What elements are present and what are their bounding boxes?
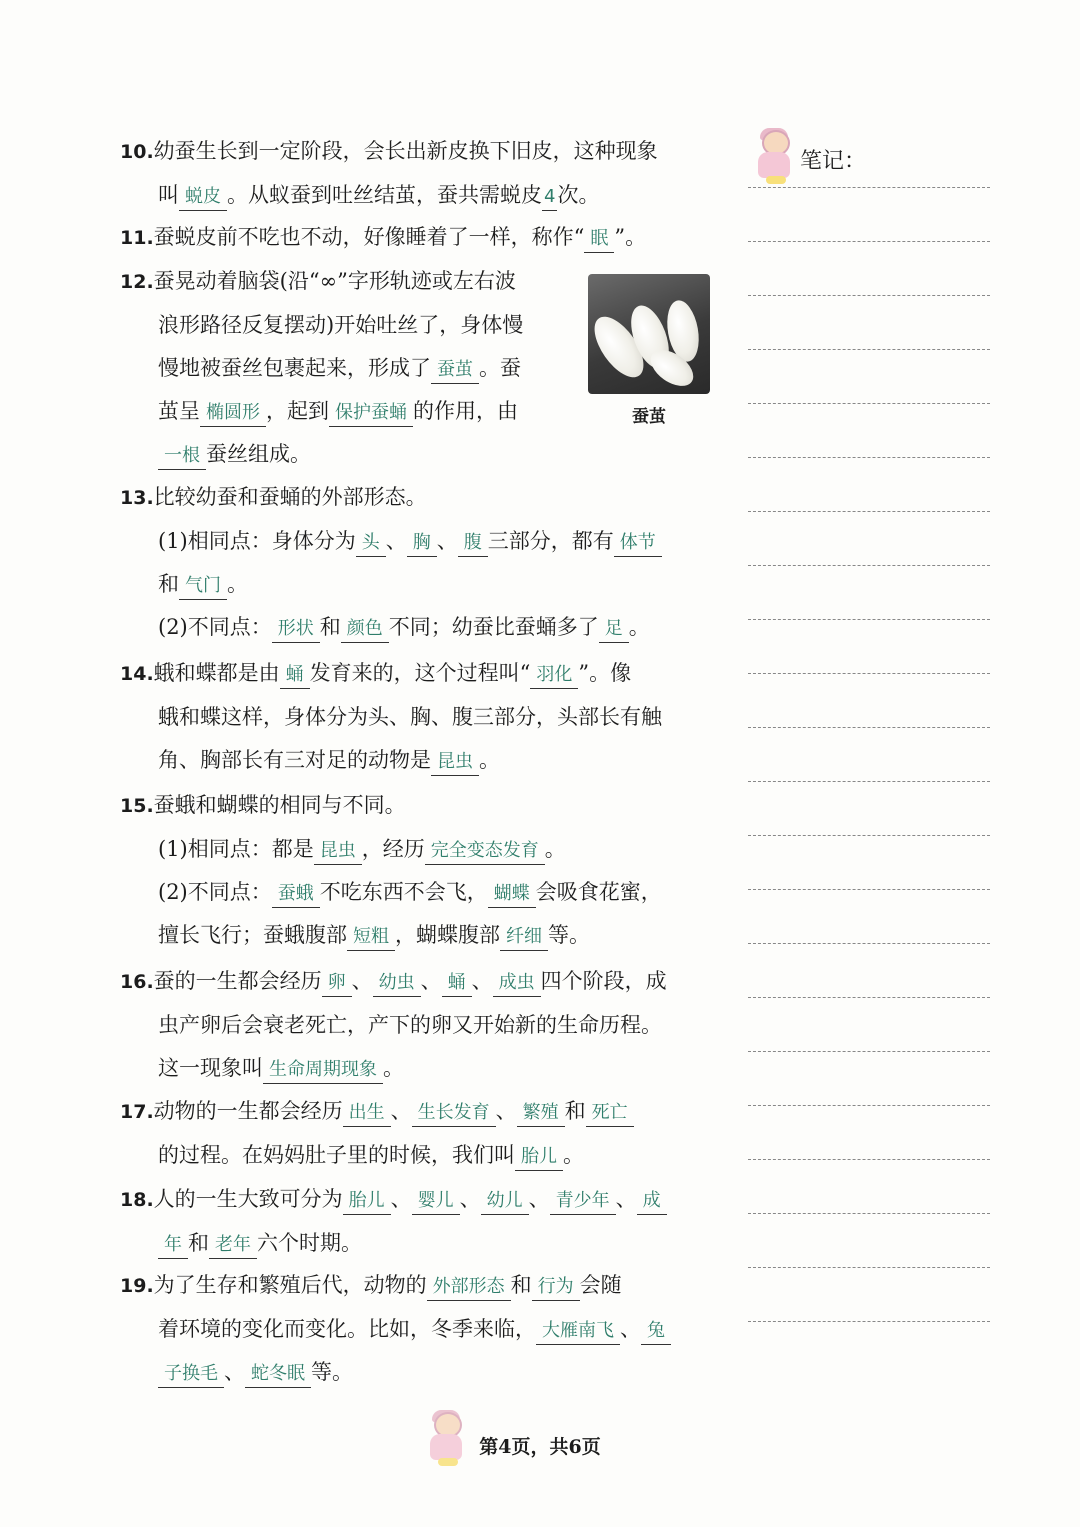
question-15 bbox=[120, 784, 712, 957]
separator: 、 bbox=[420, 969, 442, 993]
photo-caption: 蚕茧 bbox=[632, 407, 666, 427]
question-text: 蚕的一生都会经历 bbox=[153, 969, 322, 993]
answer-blank: 昆虫 bbox=[431, 749, 479, 776]
answer-blank: 成 bbox=[637, 1188, 667, 1215]
note-line bbox=[748, 295, 990, 296]
note-line bbox=[748, 943, 990, 944]
question-number: 14. bbox=[120, 663, 154, 685]
question-text: 不吃东西不会飞， bbox=[319, 880, 488, 904]
question-text: 不同；幼蚕比蚕蛹多了 bbox=[388, 615, 599, 639]
question-text: 。 bbox=[563, 1143, 584, 1167]
question-text: (1)相同点：身体分为 bbox=[158, 529, 356, 553]
question-text: 和 bbox=[188, 1231, 209, 1255]
question-text: ，经历 bbox=[361, 837, 425, 861]
note-line bbox=[748, 1051, 990, 1052]
separator: 、 bbox=[390, 1187, 412, 1211]
answer-blank: 胎儿 bbox=[515, 1144, 563, 1171]
note-line bbox=[748, 619, 990, 620]
question-text: 虫产卵后会衰老死亡，产下的卵又开始新的生命历程。 bbox=[158, 1013, 662, 1037]
question-19 bbox=[120, 1264, 712, 1394]
question-text: 。 bbox=[479, 748, 500, 772]
answer-blank: 胸 bbox=[407, 530, 437, 557]
question-11 bbox=[120, 216, 712, 260]
answer-blank: 蜕皮 bbox=[179, 184, 227, 211]
separator: 、 bbox=[528, 1187, 550, 1211]
question-text: 。 bbox=[544, 837, 566, 861]
separator: 、 bbox=[620, 1317, 641, 1341]
question-text: (2)不同点： bbox=[158, 615, 272, 639]
question-text: 四个阶段，成 bbox=[540, 969, 667, 993]
answer-blank: 足 bbox=[599, 616, 629, 643]
question-text: 会吸食花蜜， bbox=[535, 880, 662, 904]
answer-blank: 蚕蛾 bbox=[272, 881, 320, 908]
question-text: 等。 bbox=[311, 1360, 353, 1384]
answer-blank: 老年 bbox=[209, 1232, 257, 1259]
answer-blank: 蚕茧 bbox=[431, 357, 479, 384]
question-text: 的过程。在妈妈肚子里的时候，我们叫 bbox=[158, 1143, 515, 1167]
question-text: 角、胸部长有三对足的动物是 bbox=[158, 748, 431, 772]
note-line bbox=[748, 889, 990, 890]
separator: 、 bbox=[390, 1099, 412, 1123]
note-line bbox=[748, 565, 990, 566]
answer-blank: 蝴蝶 bbox=[488, 881, 536, 908]
question-text: 蛾和蝶这样，身体分为头、胸、腹三部分，头部长有触 bbox=[158, 705, 662, 729]
separator: 、 bbox=[471, 969, 493, 993]
question-text: (2)不同点： bbox=[158, 880, 272, 904]
question-text: 三部分，都有 bbox=[487, 529, 614, 553]
answer-blank: 羽化 bbox=[530, 662, 578, 689]
question-text: ，起到 bbox=[266, 399, 329, 423]
question-text: 蚕丝组成。 bbox=[206, 442, 311, 466]
note-line bbox=[748, 997, 990, 998]
question-text: 发育来的，这个过程叫“ bbox=[309, 661, 531, 685]
question-text: 和 bbox=[158, 572, 179, 596]
question-text: 。从蚁蚕到吐丝结茧，蚕共需蜕皮 bbox=[227, 183, 542, 207]
answer-blank: 保护蚕蛹 bbox=[329, 400, 413, 427]
answer-blank: 腹 bbox=[458, 530, 488, 557]
question-12 bbox=[120, 260, 580, 476]
separator: 、 bbox=[224, 1360, 245, 1384]
question-number: 12. bbox=[120, 271, 154, 293]
question-text: 。蚕 bbox=[479, 356, 521, 380]
question-text: 。 bbox=[383, 1056, 404, 1080]
answer-blank: 年 bbox=[158, 1232, 188, 1259]
question-text: 次。 bbox=[557, 183, 600, 207]
answer-blank: 蛹 bbox=[280, 662, 310, 689]
question-text: ”。 bbox=[614, 225, 647, 249]
question-text: 和 bbox=[564, 1099, 586, 1123]
question-number: 15. bbox=[120, 795, 154, 817]
answer-blank: 幼虫 bbox=[373, 970, 421, 997]
note-line bbox=[748, 1267, 990, 1268]
answer-blank: 胎儿 bbox=[343, 1188, 391, 1215]
question-text: 。 bbox=[628, 615, 650, 639]
question-text: 。 bbox=[227, 572, 248, 596]
answer-blank: 幼儿 bbox=[481, 1188, 529, 1215]
question-number: 17. bbox=[120, 1101, 154, 1123]
question-number: 19. bbox=[120, 1275, 154, 1297]
girl-mascot-icon bbox=[752, 128, 798, 186]
question-number: 16. bbox=[120, 971, 154, 993]
answer-blank: 青少年 bbox=[550, 1188, 616, 1215]
question-number: 18. bbox=[120, 1189, 154, 1211]
note-line bbox=[748, 241, 990, 242]
answer-blank: 婴儿 bbox=[412, 1188, 460, 1215]
note-line bbox=[748, 187, 990, 188]
question-text: 人的一生大致可分为 bbox=[153, 1187, 343, 1211]
note-line bbox=[748, 673, 990, 674]
question-number: 11. bbox=[120, 227, 154, 249]
separator: 、 bbox=[385, 529, 407, 553]
answer-blank: 兔 bbox=[641, 1318, 671, 1345]
question-text: 茧呈 bbox=[158, 399, 200, 423]
question-text: 叫 bbox=[158, 183, 179, 207]
question-text: 的作用，由 bbox=[413, 399, 518, 423]
silkworm-cocoon-photo bbox=[588, 274, 710, 394]
question-text: 和 bbox=[319, 615, 341, 639]
answer-blank: 出生 bbox=[343, 1100, 391, 1127]
question-text: 比较幼蚕和蚕蛹的外部形态。 bbox=[153, 485, 427, 509]
answer-blank: 外部形态 bbox=[427, 1274, 511, 1301]
question-17 bbox=[120, 1090, 712, 1177]
question-14 bbox=[120, 652, 712, 782]
question-text: 擅长飞行；蚕蛾腹部 bbox=[158, 923, 347, 947]
note-line bbox=[748, 1159, 990, 1160]
answer-blank: 纤细 bbox=[500, 924, 548, 951]
note-line bbox=[748, 511, 990, 512]
note-line bbox=[748, 835, 990, 836]
answer-blank: 眠 bbox=[584, 226, 614, 253]
question-text: 蛾和蝶都是由 bbox=[153, 661, 280, 685]
question-text: 这一现象叫 bbox=[158, 1056, 263, 1080]
answer-blank: 形状 bbox=[272, 616, 320, 643]
answer-blank: 成虫 bbox=[493, 970, 541, 997]
separator: 、 bbox=[459, 1187, 481, 1211]
answer-blank: 昆虫 bbox=[314, 838, 362, 865]
question-text: 等。 bbox=[548, 923, 590, 947]
question-10 bbox=[120, 130, 712, 217]
separator: 、 bbox=[615, 1187, 637, 1211]
question-text: 浪形路径反复摆动)开始吐丝了，身体慢 bbox=[158, 313, 524, 337]
question-text: 动物的一生都会经历 bbox=[153, 1099, 343, 1123]
question-text: 蚕蛾和蝴蝶的相同与不同。 bbox=[153, 793, 406, 817]
question-13 bbox=[120, 476, 712, 649]
answer-blank: 行为 bbox=[532, 1274, 580, 1301]
question-text: 六个时期。 bbox=[257, 1231, 362, 1255]
question-text: 幼蚕生长到一定阶段，会长出新皮换下旧皮，这种现象 bbox=[153, 139, 658, 163]
note-line bbox=[748, 727, 990, 728]
note-line bbox=[748, 1105, 990, 1106]
answer-blank: 4 bbox=[542, 184, 557, 211]
note-line bbox=[748, 403, 990, 404]
answer-blank: 蛹 bbox=[442, 970, 472, 997]
answer-blank: 子换毛 bbox=[158, 1361, 224, 1388]
answer-blank: 生长发育 bbox=[412, 1100, 496, 1127]
answer-blank: 繁殖 bbox=[517, 1100, 565, 1127]
answer-blank: 死亡 bbox=[586, 1100, 634, 1127]
answer-blank: 颜色 bbox=[341, 616, 389, 643]
question-text: 慢地被蚕丝包裹起来，形成了 bbox=[158, 356, 431, 380]
answer-blank: 蛇冬眠 bbox=[245, 1361, 311, 1388]
note-line bbox=[748, 457, 990, 458]
answer-blank: 体节 bbox=[614, 530, 662, 557]
answer-blank: 完全变态发育 bbox=[425, 838, 545, 865]
page-number: 第4页，共6页 bbox=[479, 1436, 601, 1458]
separator: 、 bbox=[351, 969, 373, 993]
answer-blank: 椭圆形 bbox=[200, 400, 266, 427]
answer-blank: 头 bbox=[356, 530, 386, 557]
question-number: 13. bbox=[120, 487, 154, 509]
question-text: ”。像 bbox=[578, 661, 632, 685]
answer-blank: 大雁南飞 bbox=[536, 1318, 620, 1345]
note-line bbox=[748, 1213, 990, 1214]
answer-blank: 一根 bbox=[158, 443, 206, 470]
answer-blank: 气门 bbox=[179, 573, 227, 600]
question-text: 蚕蜕皮前不吃也不动，好像睡着了一样，称作“ bbox=[153, 225, 585, 249]
question-text: 为了生存和繁殖后代，动物的 bbox=[153, 1273, 427, 1297]
question-text: 会随 bbox=[579, 1273, 622, 1297]
note-line bbox=[748, 781, 990, 782]
separator: 、 bbox=[495, 1099, 517, 1123]
question-text: 和 bbox=[510, 1273, 532, 1297]
question-18 bbox=[120, 1178, 712, 1265]
separator: 、 bbox=[436, 529, 458, 553]
question-text: 着环境的变化而变化。比如，冬季来临， bbox=[158, 1317, 536, 1341]
answer-blank: 短粗 bbox=[347, 924, 395, 951]
question-text: ，蝴蝶腹部 bbox=[395, 923, 500, 947]
note-line bbox=[748, 349, 990, 350]
notes-title: 笔记： bbox=[800, 149, 867, 174]
question-16 bbox=[120, 960, 712, 1090]
answer-blank: 生命周期现象 bbox=[263, 1057, 383, 1084]
note-line bbox=[748, 1321, 990, 1322]
question-text: 蚕晃动着脑袋(沿“∞”字形轨迹或左右波 bbox=[153, 269, 516, 293]
answer-blank: 卵 bbox=[322, 970, 352, 997]
question-number: 10. bbox=[120, 141, 154, 163]
question-text: (1)相同点：都是 bbox=[158, 837, 314, 861]
